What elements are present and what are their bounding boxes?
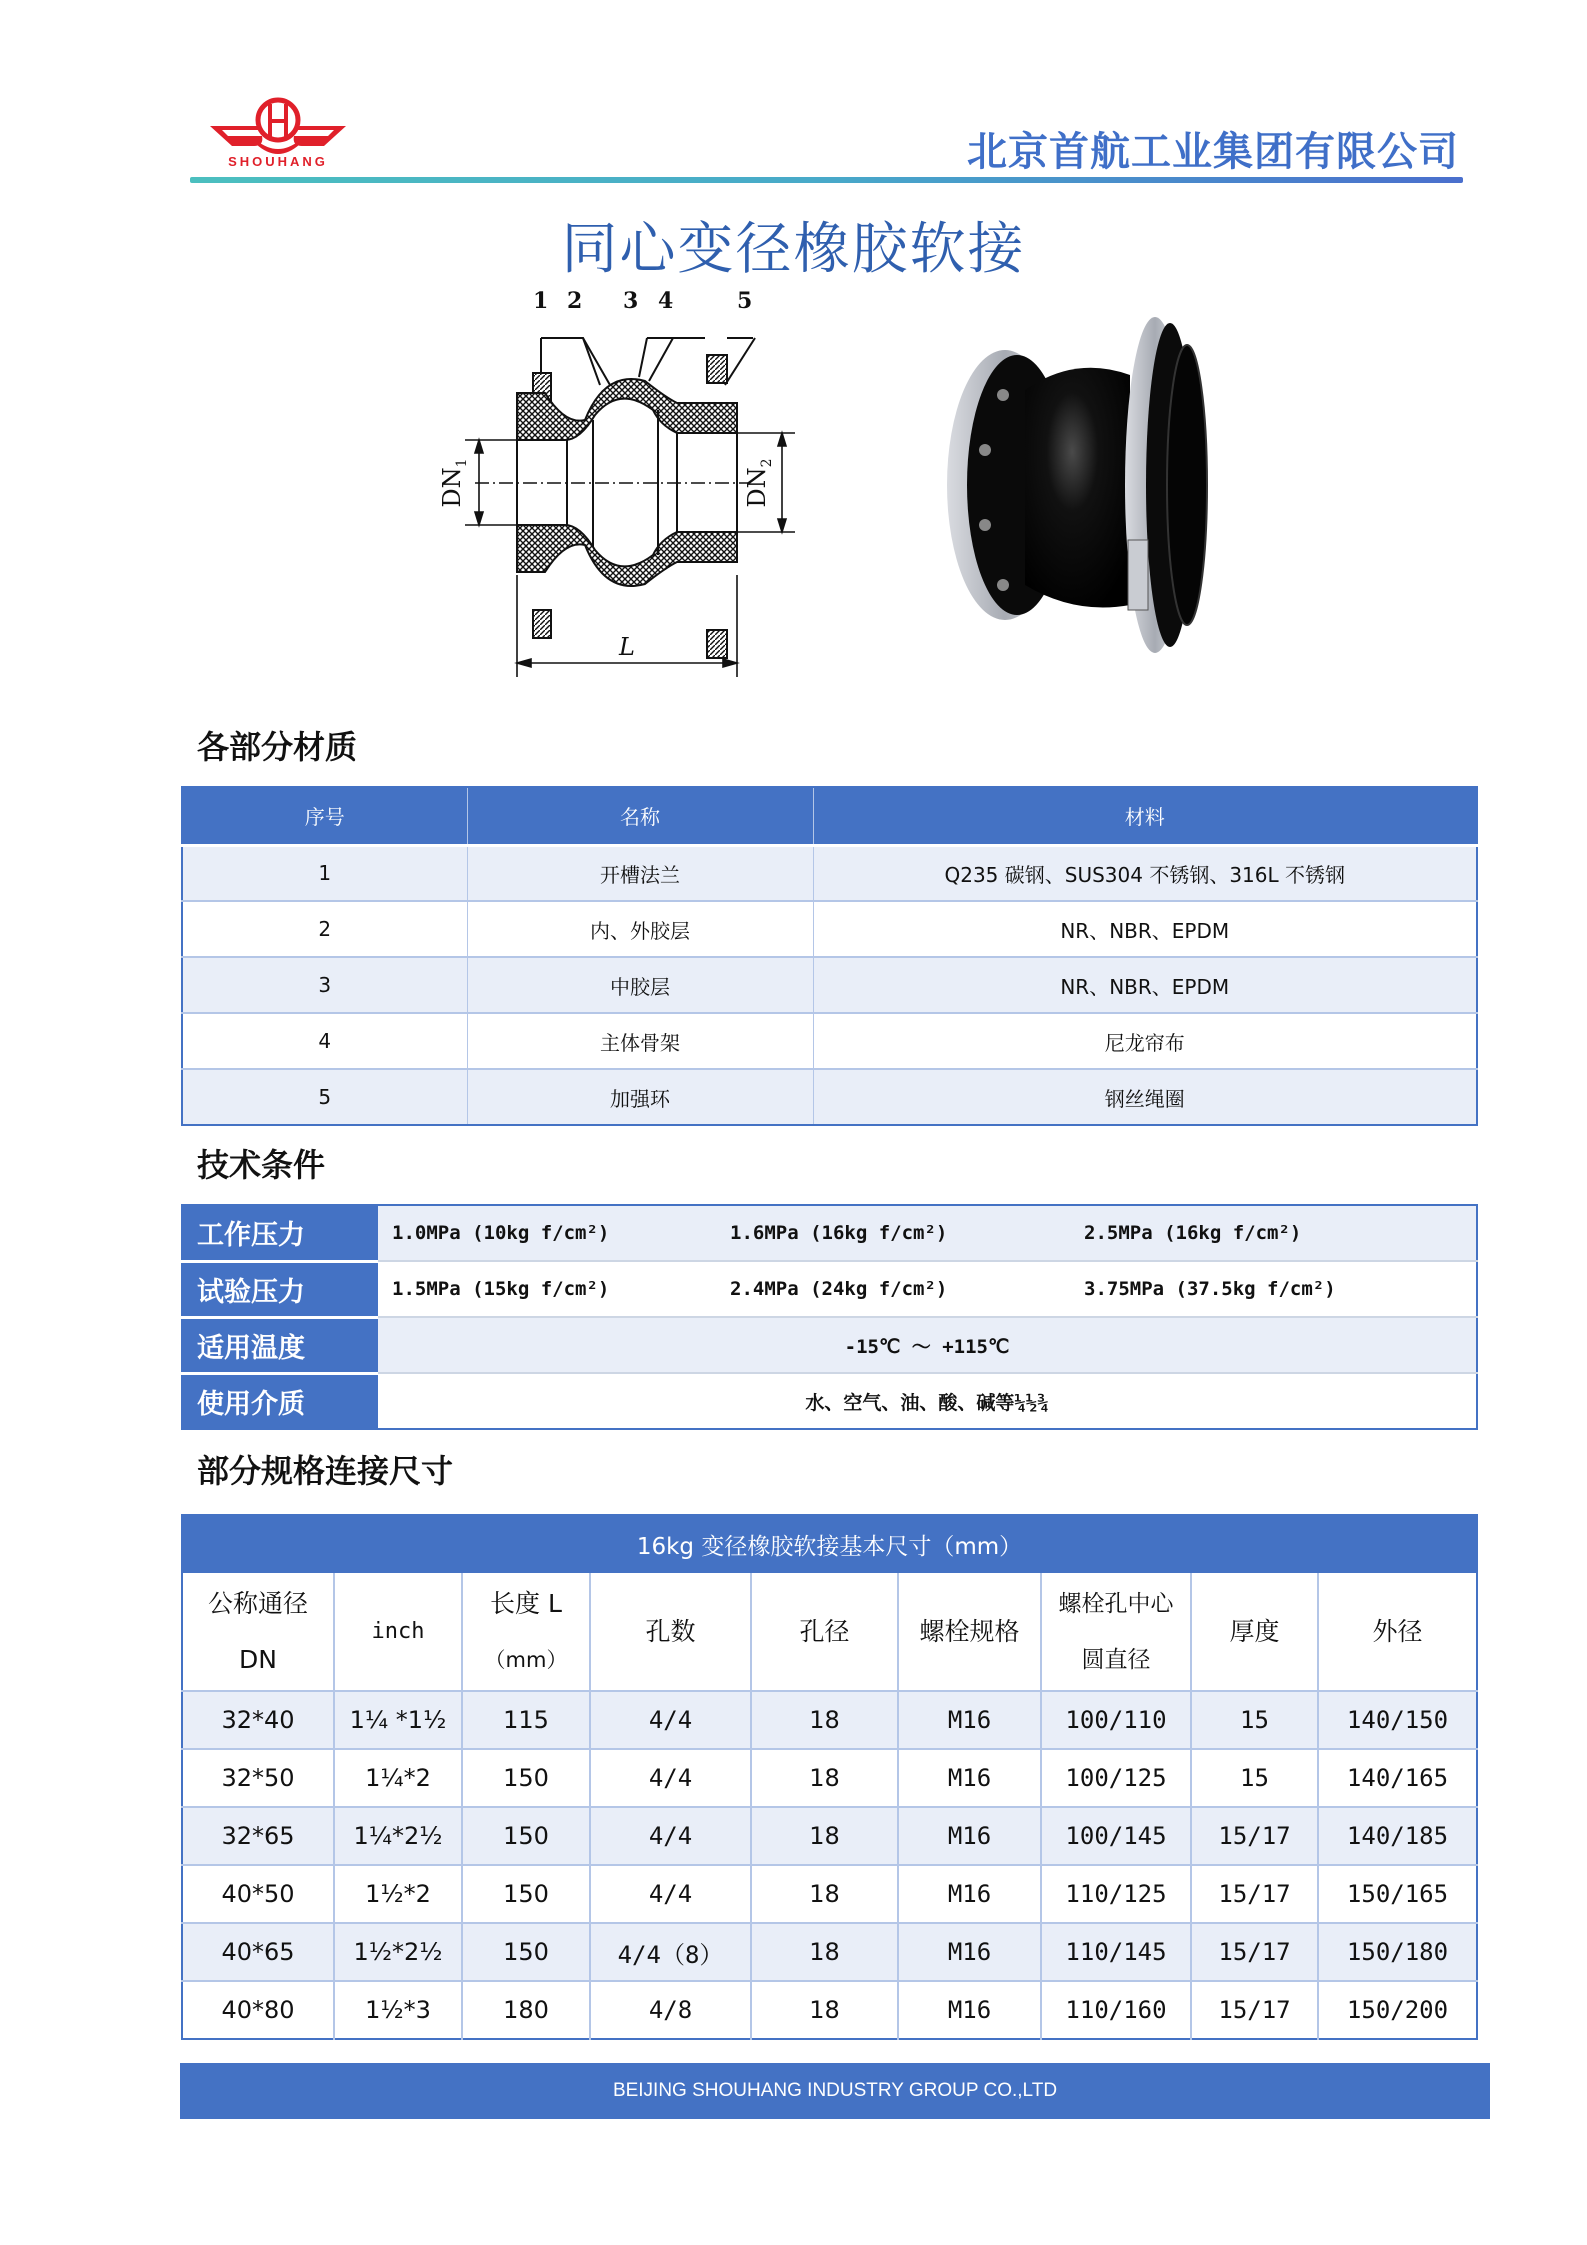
cell-hole-dia: 18 [751, 1923, 898, 1981]
cell-length: 150 [462, 1865, 590, 1923]
logo-wordmark: SHOUHANG [228, 154, 328, 169]
cell-dn: 32*50 [182, 1749, 334, 1807]
cell-bolt: M16 [898, 1749, 1041, 1807]
cell-no: 5 [182, 1069, 467, 1125]
dn2-label: $DN_2$ [743, 458, 775, 508]
cell-inch: 1¼*2 [334, 1749, 462, 1807]
col-header-bolt: 螺栓规格 [898, 1573, 1041, 1691]
cell-inch: 1½*2 [334, 1865, 462, 1923]
temperature-value: -15℃ ～ +115℃ [378, 1317, 1477, 1373]
cell-pcd: 110/125 [1041, 1865, 1191, 1923]
table-row [182, 901, 1477, 957]
col-header-holes: 孔数 [590, 1573, 751, 1691]
tech-conditions-table [181, 1204, 1478, 1430]
medium-value: 水、空气、油、酸、碱等¼½¾ [378, 1373, 1477, 1429]
cell-od: 150/180 [1318, 1923, 1477, 1981]
cell-thickness: 15 [1191, 1749, 1318, 1807]
cell-pcd: 110/160 [1041, 1981, 1191, 2039]
section-title-tech: 技术条件 [197, 1146, 326, 1184]
cell-od: 150/200 [1318, 1981, 1477, 2039]
working-pressure-2: 1.6MPa (16kg f/cm²) [716, 1205, 1070, 1261]
cell-bolt: M16 [898, 1923, 1041, 1981]
table-row [182, 1923, 1477, 1981]
col-header-inch: inch [334, 1573, 462, 1691]
cell-name: 中胶层 [467, 957, 813, 1013]
product-photo [925, 295, 1220, 670]
cell-od: 140/185 [1318, 1807, 1477, 1865]
cell-length: 115 [462, 1691, 590, 1749]
cell-dn: 40*65 [182, 1923, 334, 1981]
cell-no: 3 [182, 957, 467, 1013]
table-row [182, 1069, 1477, 1125]
cell-pcd: 100/125 [1041, 1749, 1191, 1807]
label-test-pressure: 试验压力 [182, 1261, 378, 1317]
test-pressure-2: 2.4MPa (24kg f/cm²) [716, 1261, 1070, 1317]
cell-material: 钢丝绳圈 [813, 1069, 1477, 1125]
cell-hole-dia: 18 [751, 1981, 898, 2039]
col-header-thickness: 厚度 [1191, 1573, 1318, 1691]
part-label-4: 4 [658, 288, 674, 314]
table-row [182, 1749, 1477, 1807]
cell-bolt: M16 [898, 1691, 1041, 1749]
table-row [182, 1865, 1477, 1923]
label-working-pressure: 工作压力 [182, 1205, 378, 1261]
test-pressure-3: 3.75MPa (37.5kg f/cm²) [1070, 1261, 1477, 1317]
cell-name: 开槽法兰 [467, 845, 813, 901]
cell-bolt: M16 [898, 1981, 1041, 2039]
part-label-1: 1 [533, 288, 549, 314]
table-header-row [182, 1573, 1477, 1691]
cell-material: Q235 碳钢、SUS304 不锈钢、316L 不锈钢 [813, 845, 1477, 901]
cell-hole-dia: 18 [751, 1807, 898, 1865]
working-pressure-3: 2.5MPa (16kg f/cm²) [1070, 1205, 1477, 1261]
table-row [182, 1807, 1477, 1865]
col-header-dn: 公称通径 DN [182, 1573, 334, 1691]
cell-inch: 1½*2½ [334, 1923, 462, 1981]
cell-no: 4 [182, 1013, 467, 1069]
cell-od: 140/150 [1318, 1691, 1477, 1749]
company-name: 北京首航工业集团有限公司 [967, 129, 1459, 175]
cell-hole-dia: 18 [751, 1865, 898, 1923]
col-header-name: 名称 [467, 787, 813, 845]
cell-inch: 1½*3 [334, 1981, 462, 2039]
cell-length: 150 [462, 1749, 590, 1807]
page-title: 同心变径橡胶软接 [561, 217, 1026, 282]
col-header-od: 外径 [1318, 1573, 1477, 1691]
table-row [182, 1691, 1477, 1749]
part-label-3: 3 [623, 288, 639, 314]
section-title-dimensions: 部分规格连接尺寸 [197, 1452, 454, 1490]
col-header-hole-dia: 孔径 [751, 1573, 898, 1691]
cell-thickness: 15/17 [1191, 1981, 1318, 2039]
col-header-material: 材料 [813, 787, 1477, 845]
cell-holes: 4/4 [590, 1807, 751, 1865]
label-temperature: 适用温度 [182, 1317, 378, 1373]
cell-holes: 4/8 [590, 1981, 751, 2039]
cell-length: 180 [462, 1981, 590, 2039]
cell-pcd: 100/145 [1041, 1807, 1191, 1865]
table-row [182, 1013, 1477, 1069]
table-header-row [182, 787, 1477, 845]
cell-dn: 32*40 [182, 1691, 334, 1749]
cell-material: 尼龙帘布 [813, 1013, 1477, 1069]
cell-holes: 4/4 [590, 1865, 751, 1923]
table-row [182, 957, 1477, 1013]
materials-table [181, 786, 1478, 1126]
table-row [182, 1317, 1477, 1373]
cell-pcd: 110/145 [1041, 1923, 1191, 1981]
part-label-2: 2 [567, 288, 583, 314]
cell-thickness: 15/17 [1191, 1865, 1318, 1923]
cell-name: 加强环 [467, 1069, 813, 1125]
cell-length: 150 [462, 1807, 590, 1865]
cross-section-diagram [415, 285, 800, 680]
working-pressure-1: 1.0MPa (10kg f/cm²) [378, 1205, 716, 1261]
col-header-length: 长度 L （mm） [462, 1573, 590, 1691]
footer-bar: BEIJING SHOUHANG INDUSTRY GROUP CO.,LTD [180, 2063, 1490, 2119]
col-header-pcd: 螺栓孔中心 圆直径 [1041, 1573, 1191, 1691]
cell-no: 2 [182, 901, 467, 957]
cell-holes: 4/4 [590, 1749, 751, 1807]
cell-pcd: 100/110 [1041, 1691, 1191, 1749]
cell-dn: 40*80 [182, 1981, 334, 2039]
test-pressure-1: 1.5MPa (15kg f/cm²) [378, 1261, 716, 1317]
cell-bolt: M16 [898, 1865, 1041, 1923]
cell-material: NR、NBR、EPDM [813, 957, 1477, 1013]
cell-hole-dia: 18 [751, 1691, 898, 1749]
cell-holes: 4/4 [590, 1691, 751, 1749]
cell-thickness: 15/17 [1191, 1923, 1318, 1981]
cell-material: NR、NBR、EPDM [813, 901, 1477, 957]
cell-thickness: 15 [1191, 1691, 1318, 1749]
cell-bolt: M16 [898, 1807, 1041, 1865]
table-row [182, 845, 1477, 901]
header-divider [190, 177, 1463, 183]
cell-hole-dia: 18 [751, 1749, 898, 1807]
col-header-no: 序号 [182, 787, 467, 845]
cell-dn: 40*50 [182, 1865, 334, 1923]
cell-holes: 4/4（8） [590, 1923, 751, 1981]
cell-dn: 32*65 [182, 1807, 334, 1865]
cell-name: 主体骨架 [467, 1013, 813, 1069]
length-label: L [619, 633, 635, 661]
dn1-label: $DN_1$ [438, 458, 470, 508]
table-caption: 16kg 变径橡胶软接基本尺寸（mm） [182, 1515, 1477, 1573]
table-row [182, 1981, 1477, 2039]
cell-inch: 1¼*2½ [334, 1807, 462, 1865]
cell-name: 内、外胶层 [467, 901, 813, 957]
table-row [182, 1261, 1477, 1317]
cell-inch: 1¼ *1½ [334, 1691, 462, 1749]
table-row [182, 1373, 1477, 1429]
section-title-materials: 各部分材质 [197, 728, 358, 766]
cell-length: 150 [462, 1923, 590, 1981]
cell-od: 150/165 [1318, 1865, 1477, 1923]
cell-thickness: 15/17 [1191, 1807, 1318, 1865]
table-row [182, 1205, 1477, 1261]
cell-od: 140/165 [1318, 1749, 1477, 1807]
dimensions-table [181, 1514, 1478, 2040]
part-label-5: 5 [737, 288, 753, 314]
cell-no: 1 [182, 845, 467, 901]
label-medium: 使用介质 [182, 1373, 378, 1429]
